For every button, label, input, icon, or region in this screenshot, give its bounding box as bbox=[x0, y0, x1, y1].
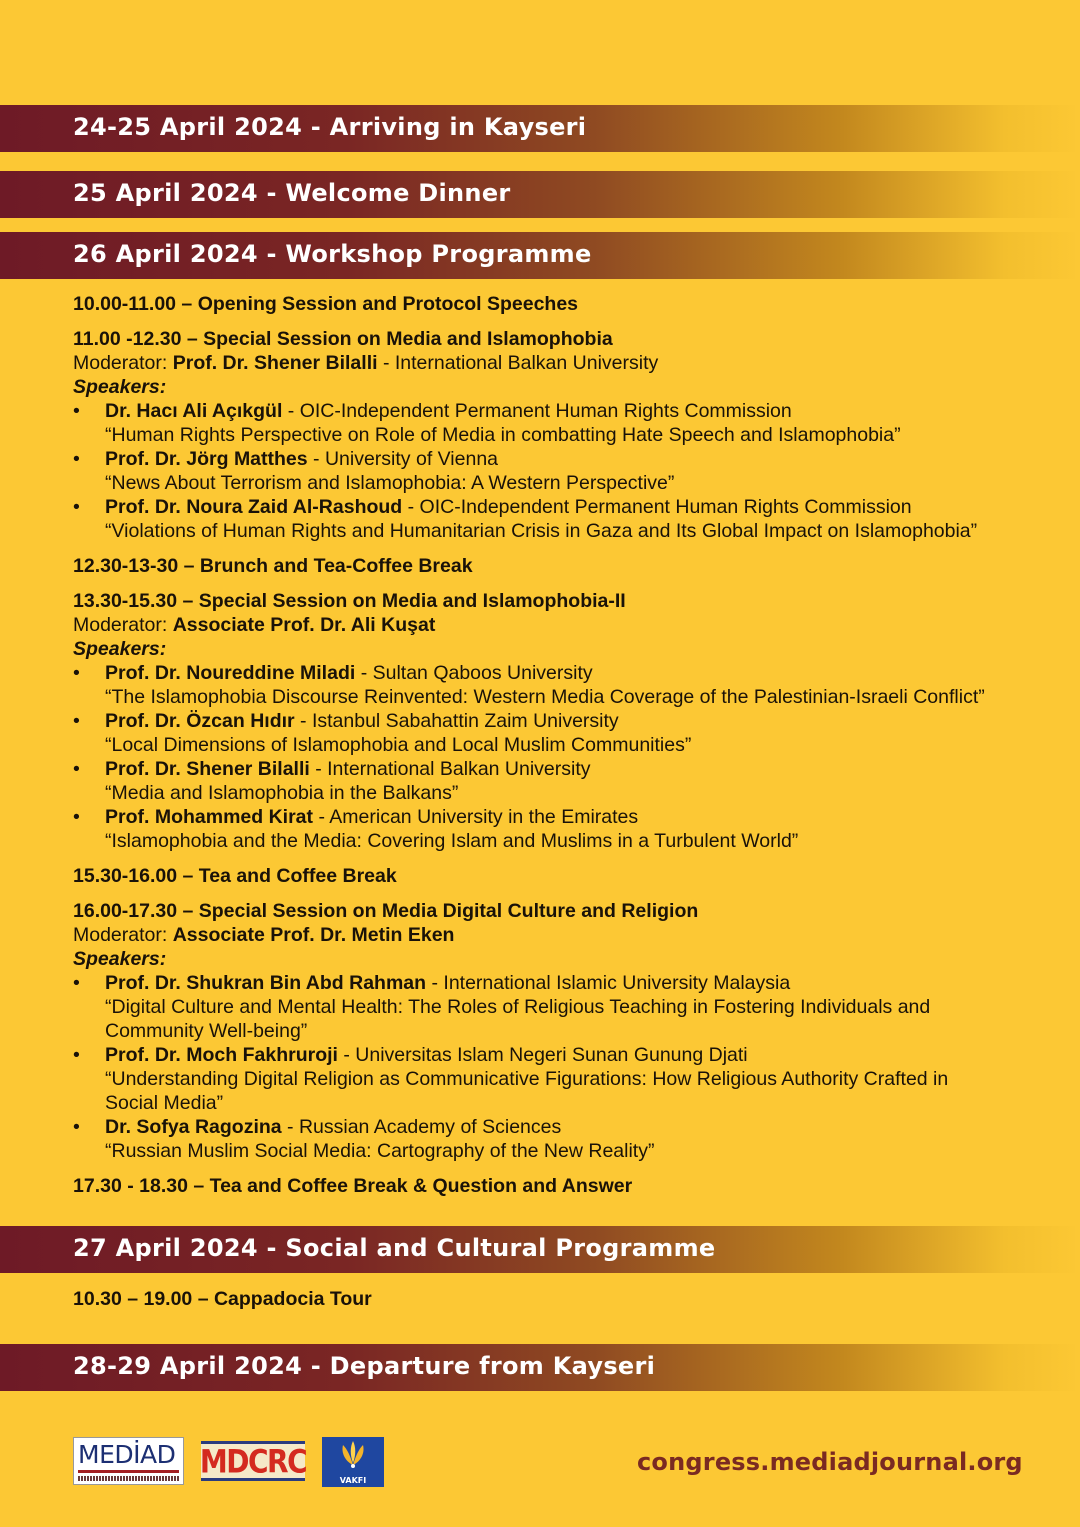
mdcrc-logo[interactable] bbox=[201, 1441, 305, 1481]
social-programme bbox=[73, 1287, 1033, 1311]
time-slot: 10.30 – 19.00 – Cappadocia Tour bbox=[73, 1288, 372, 1310]
vakfi-logo-text: VAKFI bbox=[339, 1476, 367, 1485]
session-3 bbox=[73, 899, 1033, 1163]
speakers-heading: Speakers: bbox=[73, 638, 167, 660]
moderator-name: Associate Prof. Dr. Ali Kuşat bbox=[172, 614, 436, 636]
moderator-line: Moderator: Associate Prof. Dr. Ali Kuşat bbox=[73, 614, 436, 636]
talk-title: “News About Terrorism and Islamophobia: A Western Perspective” bbox=[105, 472, 675, 494]
speaker-item: • Prof. Dr. Shener Bilalli - International Balkan University “Media and Islamophobia in the Balkans” bbox=[73, 757, 1033, 805]
speaker-name: Prof. Dr. Shener Bilalli bbox=[105, 758, 310, 780]
speaker-item: • Prof. Dr. Moch Fakhruroji - Universitas Islam Negeri Sunan Gunung Djati “Understanding Digital Religion as Communicative Figurations: How Religious Authority Crafted in Social Media” bbox=[73, 1043, 953, 1115]
moderator-name: Associate Prof. Dr. Metin Eken bbox=[172, 924, 455, 946]
talk-title: “Human Rights Perspective on Role of Media in combatting Hate Speech and Islamophobia” bbox=[105, 424, 901, 446]
speaker-item: • Dr. Hacı Ali Açıkgül - OIC-Independent Permanent Human Rights Commission “Human Rights Perspective on Role of Media in combatting Hate Speech and Islamophobia” bbox=[73, 399, 1033, 447]
talk-title: “Violations of Human Rights and Humanitarian Crisis in Gaza and Its Global Impact on Islamophobia” bbox=[105, 520, 978, 542]
time-slot: 12.30-13-30 – Brunch and Tea-Coffee Break bbox=[73, 555, 473, 577]
speaker-item: • Prof. Dr. Noura Zaid Al-Rashoud - OIC-Independent Permanent Human Rights Commission “Violations of Human Rights and Humanitarian Crisis in Gaza and Its Global Impact on Islamophobia” bbox=[73, 495, 1033, 543]
opening-slot bbox=[73, 292, 1033, 316]
session-title: 13.30-15.30 – Special Session on Media and Islamophobia-II bbox=[73, 590, 626, 612]
speaker-name: Prof. Dr. Jörg Matthes bbox=[105, 448, 308, 470]
speaker-list bbox=[73, 971, 953, 1163]
band-title: 25 April 2024 - Welcome Dinner bbox=[73, 179, 511, 207]
vakfi-logo[interactable] bbox=[322, 1437, 384, 1487]
flower-icon bbox=[335, 1439, 371, 1469]
moderator-name: Prof. Dr. Shener Bilalli bbox=[172, 352, 378, 374]
band-title: 26 April 2024 - Workshop Programme bbox=[73, 240, 592, 268]
mediad-logo[interactable] bbox=[73, 1437, 184, 1485]
time-slot: 17.30 - 18.30 – Tea and Coffee Break & Question and Answer bbox=[73, 1175, 633, 1197]
footer-logos bbox=[73, 1437, 384, 1487]
session-1 bbox=[73, 327, 1033, 543]
talk-title: “Islamophobia and the Media: Covering Islam and Muslims in a Turbulent World” bbox=[105, 830, 799, 852]
speaker-item: • Prof. Dr. Jörg Matthes - University of Vienna “News About Terrorism and Islamophobia: A Western Perspective” bbox=[73, 447, 1033, 495]
speaker-name: Prof. Mohammed Kirat bbox=[105, 806, 314, 828]
session-title: 16.00-17.30 – Special Session on Media Digital Culture and Religion bbox=[73, 900, 699, 922]
band-title: 28-29 April 2024 - Departure from Kayseri bbox=[73, 1352, 656, 1380]
moderator-line: Moderator: Associate Prof. Dr. Metin Eken bbox=[73, 924, 455, 946]
band-title: 27 April 2024 - Social and Cultural Programme bbox=[73, 1234, 716, 1262]
speaker-name: Dr. Hacı Ali Açıkgül bbox=[105, 400, 283, 422]
speaker-list bbox=[73, 399, 1033, 543]
talk-title: “Local Dimensions of Islamophobia and Local Muslim Communities” bbox=[105, 734, 692, 756]
closing-slot bbox=[73, 1174, 1033, 1198]
session-title: 11.00 -12.30 – Special Session on Media and Islamophobia bbox=[73, 328, 613, 350]
speaker-item: • Prof. Mohammed Kirat - American University in the Emirates “Islamophobia and the Media: Covering Islam and Muslims in a Turbulent World” bbox=[73, 805, 1033, 853]
time-slot: 10.00-11.00 – Opening Session and Protocol Speeches bbox=[73, 293, 579, 315]
band-departure bbox=[0, 1344, 1080, 1391]
session-2 bbox=[73, 589, 1033, 853]
speaker-item: • Dr. Sofya Ragozina - Russian Academy of Sciences “Russian Muslim Social Media: Cartography of the New Reality” bbox=[73, 1115, 953, 1163]
moderator-line: Moderator: Prof. Dr. Shener Bilalli - International Balkan University bbox=[73, 352, 659, 374]
talk-title: “Media and Islamophobia in the Balkans” bbox=[105, 782, 459, 804]
speaker-name: Prof. Dr. Moch Fakhruroji bbox=[105, 1044, 338, 1066]
break-slot bbox=[73, 864, 1033, 888]
speaker-item: • Prof. Dr. Özcan Hıdır - Istanbul Sabahattin Zaim University “Local Dimensions of Islamophobia and Local Muslim Communities” bbox=[73, 709, 1033, 757]
band-arrival bbox=[0, 105, 1080, 152]
speaker-item: • Prof. Dr. Noureddine Miladi - Sultan Qaboos University “The Islamophobia Discourse Reinvented: Western Media Coverage of the Palestinian-Israeli Conflict” bbox=[73, 661, 1033, 709]
mdcrc-logo-text: MDCRC bbox=[199, 1442, 307, 1480]
time-slot: 15.30-16.00 – Tea and Coffee Break bbox=[73, 865, 397, 887]
speaker-name: Prof. Dr. Shukran Bin Abd Rahman bbox=[105, 972, 427, 994]
speaker-name: Prof. Dr. Noureddine Miladi bbox=[105, 662, 356, 684]
talk-title: “The Islamophobia Discourse Reinvented: Western Media Coverage of the Palestinian-Israeli Conflict” bbox=[105, 686, 985, 708]
speaker-name: Prof. Dr. Özcan Hıdır bbox=[105, 710, 295, 732]
speakers-heading: Speakers: bbox=[73, 376, 167, 398]
talk-title: “Understanding Digital Religion as Communicative Figurations: How Religious Authority Crafted in Social Media” bbox=[105, 1068, 949, 1114]
band-workshop bbox=[0, 232, 1080, 279]
workshop-programme bbox=[73, 292, 1033, 1198]
band-social bbox=[0, 1226, 1080, 1273]
mediad-logo-text: MEDİAD bbox=[78, 1440, 176, 1469]
band-dinner bbox=[0, 171, 1080, 218]
speakers-heading: Speakers: bbox=[73, 948, 167, 970]
website-link[interactable]: congress.mediadjournal.org bbox=[637, 1448, 1023, 1476]
speaker-name: Dr. Sofya Ragozina bbox=[105, 1116, 282, 1138]
brunch-slot bbox=[73, 554, 1033, 578]
speaker-item: • Prof. Dr. Shukran Bin Abd Rahman - International Islamic University Malaysia “Digital Culture and Mental Health: The Roles of Religious Teaching in Fostering Individuals and Community Well-being” bbox=[73, 971, 953, 1043]
band-title: 24-25 April 2024 - Arriving in Kayseri bbox=[73, 113, 587, 141]
talk-title: “Digital Culture and Mental Health: The Roles of Religious Teaching in Fostering Individuals and Community Well-being” bbox=[105, 996, 931, 1042]
talk-title: “Russian Muslim Social Media: Cartography of the New Reality” bbox=[105, 1140, 655, 1162]
speaker-name: Prof. Dr. Noura Zaid Al-Rashoud bbox=[105, 496, 403, 518]
speaker-list bbox=[73, 661, 1033, 853]
